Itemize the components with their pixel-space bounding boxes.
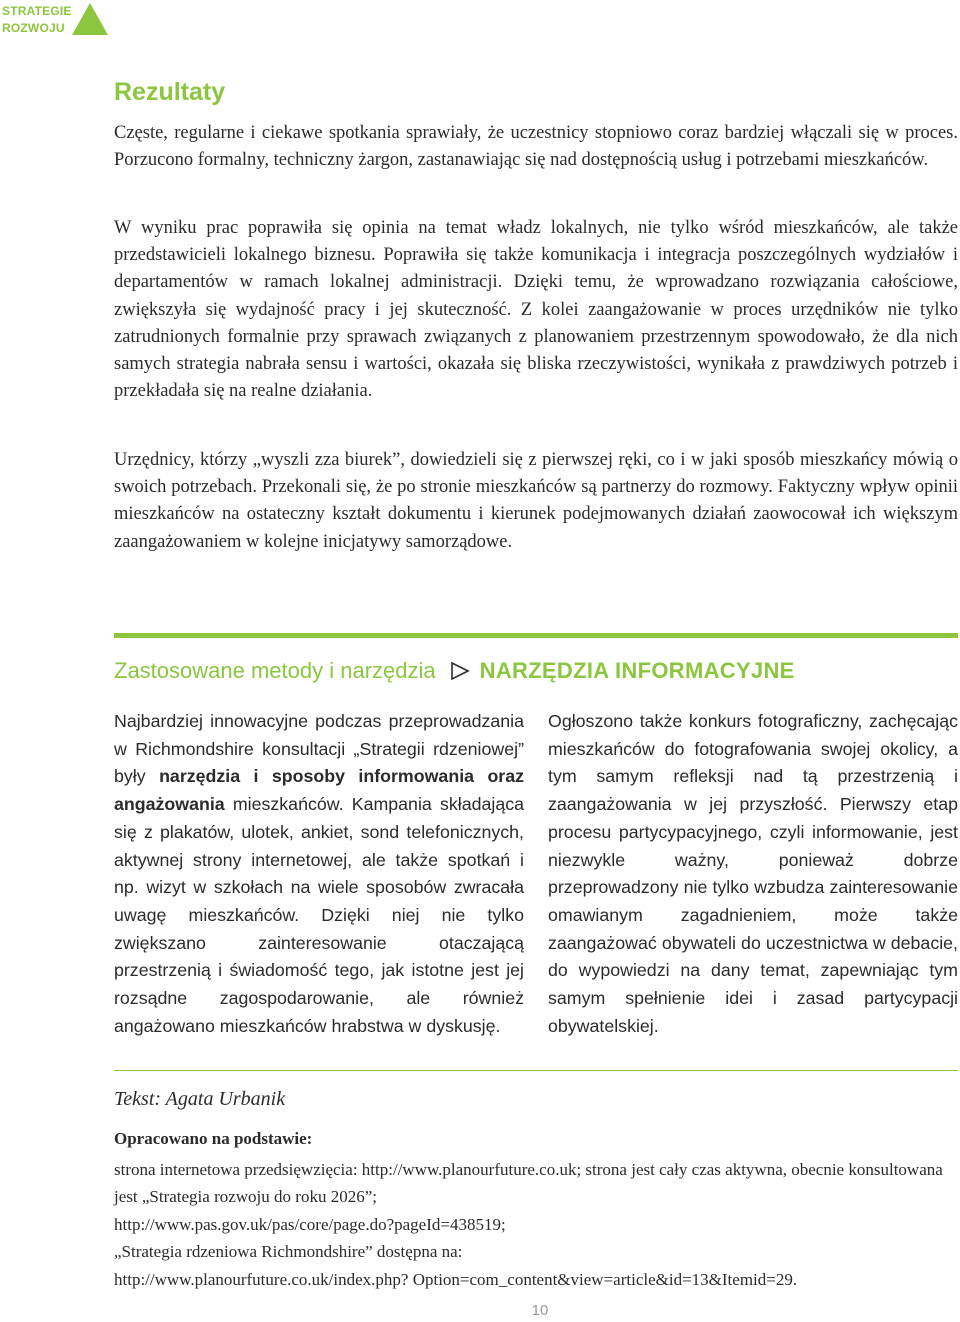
section-tag-line2: ROZWOJU [2,21,65,35]
source-item: http://www.pas.gov.uk/pas/core/page.do?pageId=438519; [114,1214,506,1234]
outline-triangle-right-icon [450,661,470,681]
section-tag-line1: STRATEGIE [2,4,72,18]
source-item: http://www.planourfuture.co.uk/index.php? Option=com_content&view=article&id=13&Itemid=29. [114,1269,798,1289]
methods-text-end: mieszkańców. Kampania składająca się z plakatów, ulotek, ankiet, sond telefonicznych, aktywnej strony internetowej, ale także spotkań i np. wizyt w szkołach na wiele sposobów zwracała uwagę mieszkańców. Dzięki niej nie tylko zwiększano zainteresowanie otaczającą przestrzenią i świadomość tego, jak istotne jest jej rozsądne zagospodarowanie, ale również angażowano mieszkańców hrabstwa w dyskusję. [114,794,524,1036]
methods-category: NARZĘDZIA INFORMACYJNE [479,658,795,683]
methods-column-left [114,708,524,1040]
methods-column-right: Ogłoszono także konkurs fotograficzny, zachęcając mieszkańców do fotografowania swojej okolicy, a tym samym refleksji nad tą przestrzenią i zaangażowania w jej przyszłość. Pierwszy etap procesu partycypacyjnego, czyli informowanie, jest niezwykle ważny, ponieważ dobrze przeprowadzony nie tylko wzbudza zainteresowanie omawianym zagadnieniem, może także zaangażować obywateli do uczestnictwa w debacie, do wypowiedzi na dany temat, zapewniając tym samym spełnienie idei i zasad partycypacji obywatelskiej. [548,711,958,1036]
methods-label: Zastosowane metody i narzędzia [114,658,436,683]
author-credit: Tekst: Agata Urbanik [114,1088,286,1110]
results-paragraph-1: Częste, regularne i ciekawe spotkania sprawiały, że uczestnicy stopniowo coraz bardziej włączali się w proces. Porzucono formalny, techniczny żargon, zastanawiając się nad dostępnością usług i potrzebami mieszkańców. [114,123,958,171]
section-tag [0,0,120,40]
sources-title: Opracowano na podstawie: [114,1129,313,1148]
methods-highlight: narzędzia i sposoby informowania oraz angażowania [114,766,525,815]
section-divider [114,633,958,638]
page-number: 10 [531,1302,549,1319]
source-item: strona internetowa przedsięwzięcia: http://www.planourfuture.co.uk; strona jest cały czas aktywna, obecnie konsultowana jest „Strategia rozwoju do roku 2026”; [114,1160,943,1207]
triangle-icon [72,3,108,35]
results-paragraph-3: Urzędnicy, którzy „wyszli zza biurek”, dowiedzieli się z pierwszej ręki, co i w jaki sposób mieszkańcy mówią o swoich potrzebach. Przekonali się, że po stronie mieszkańców są partnerzy do rozmowy. Faktyczny wpływ opinii mieszkańców na ostateczny kształt dokumentu i kierunek podejmowanych działań zaowocował ich większym zaangażowaniem w kolejne inicjatywy samorządowe. [114,450,958,552]
section-tag-text [2,3,72,37]
results-paragraph-2: W wyniku prac poprawiła się opinia na temat władz lokalnych, nie tylko wśród mieszkańców, ale także przedstawicieli lokalnego biznesu. Poprawiła się także komunikacja i integracja poszczególnych wydziałów i departamentów w ramach lokalnej administracji. Dzięki temu, że wprowadzano rozwiązania całościowe, zwiększyła się wydajność pracy i jej skuteczność. Z kolei zaangażowanie w proces urzędników nie tylko zatrudnionych formalnie przy sprawach związanych z planowaniem przestrzennym spowodowało, że dla nich samych strategia nabrała sensu i wartości, okazała się bliska rzeczywistości, wynikała z prawdziwych potrzeb i przekładała się na realne działania. [114,218,958,402]
methods-text-start: Najbardziej innowacyjne podczas przeprowadzania w Richmondshire konsultacji „Strategii rdzeniowej” były [114,711,524,787]
methods-heading [114,658,958,684]
section-title: Rezultaty [114,78,226,106]
sources-list [114,1156,952,1293]
source-item: „Strategia rdzeniowa Richmondshire” dostępna na: [114,1242,463,1262]
credits-divider [114,1070,958,1071]
